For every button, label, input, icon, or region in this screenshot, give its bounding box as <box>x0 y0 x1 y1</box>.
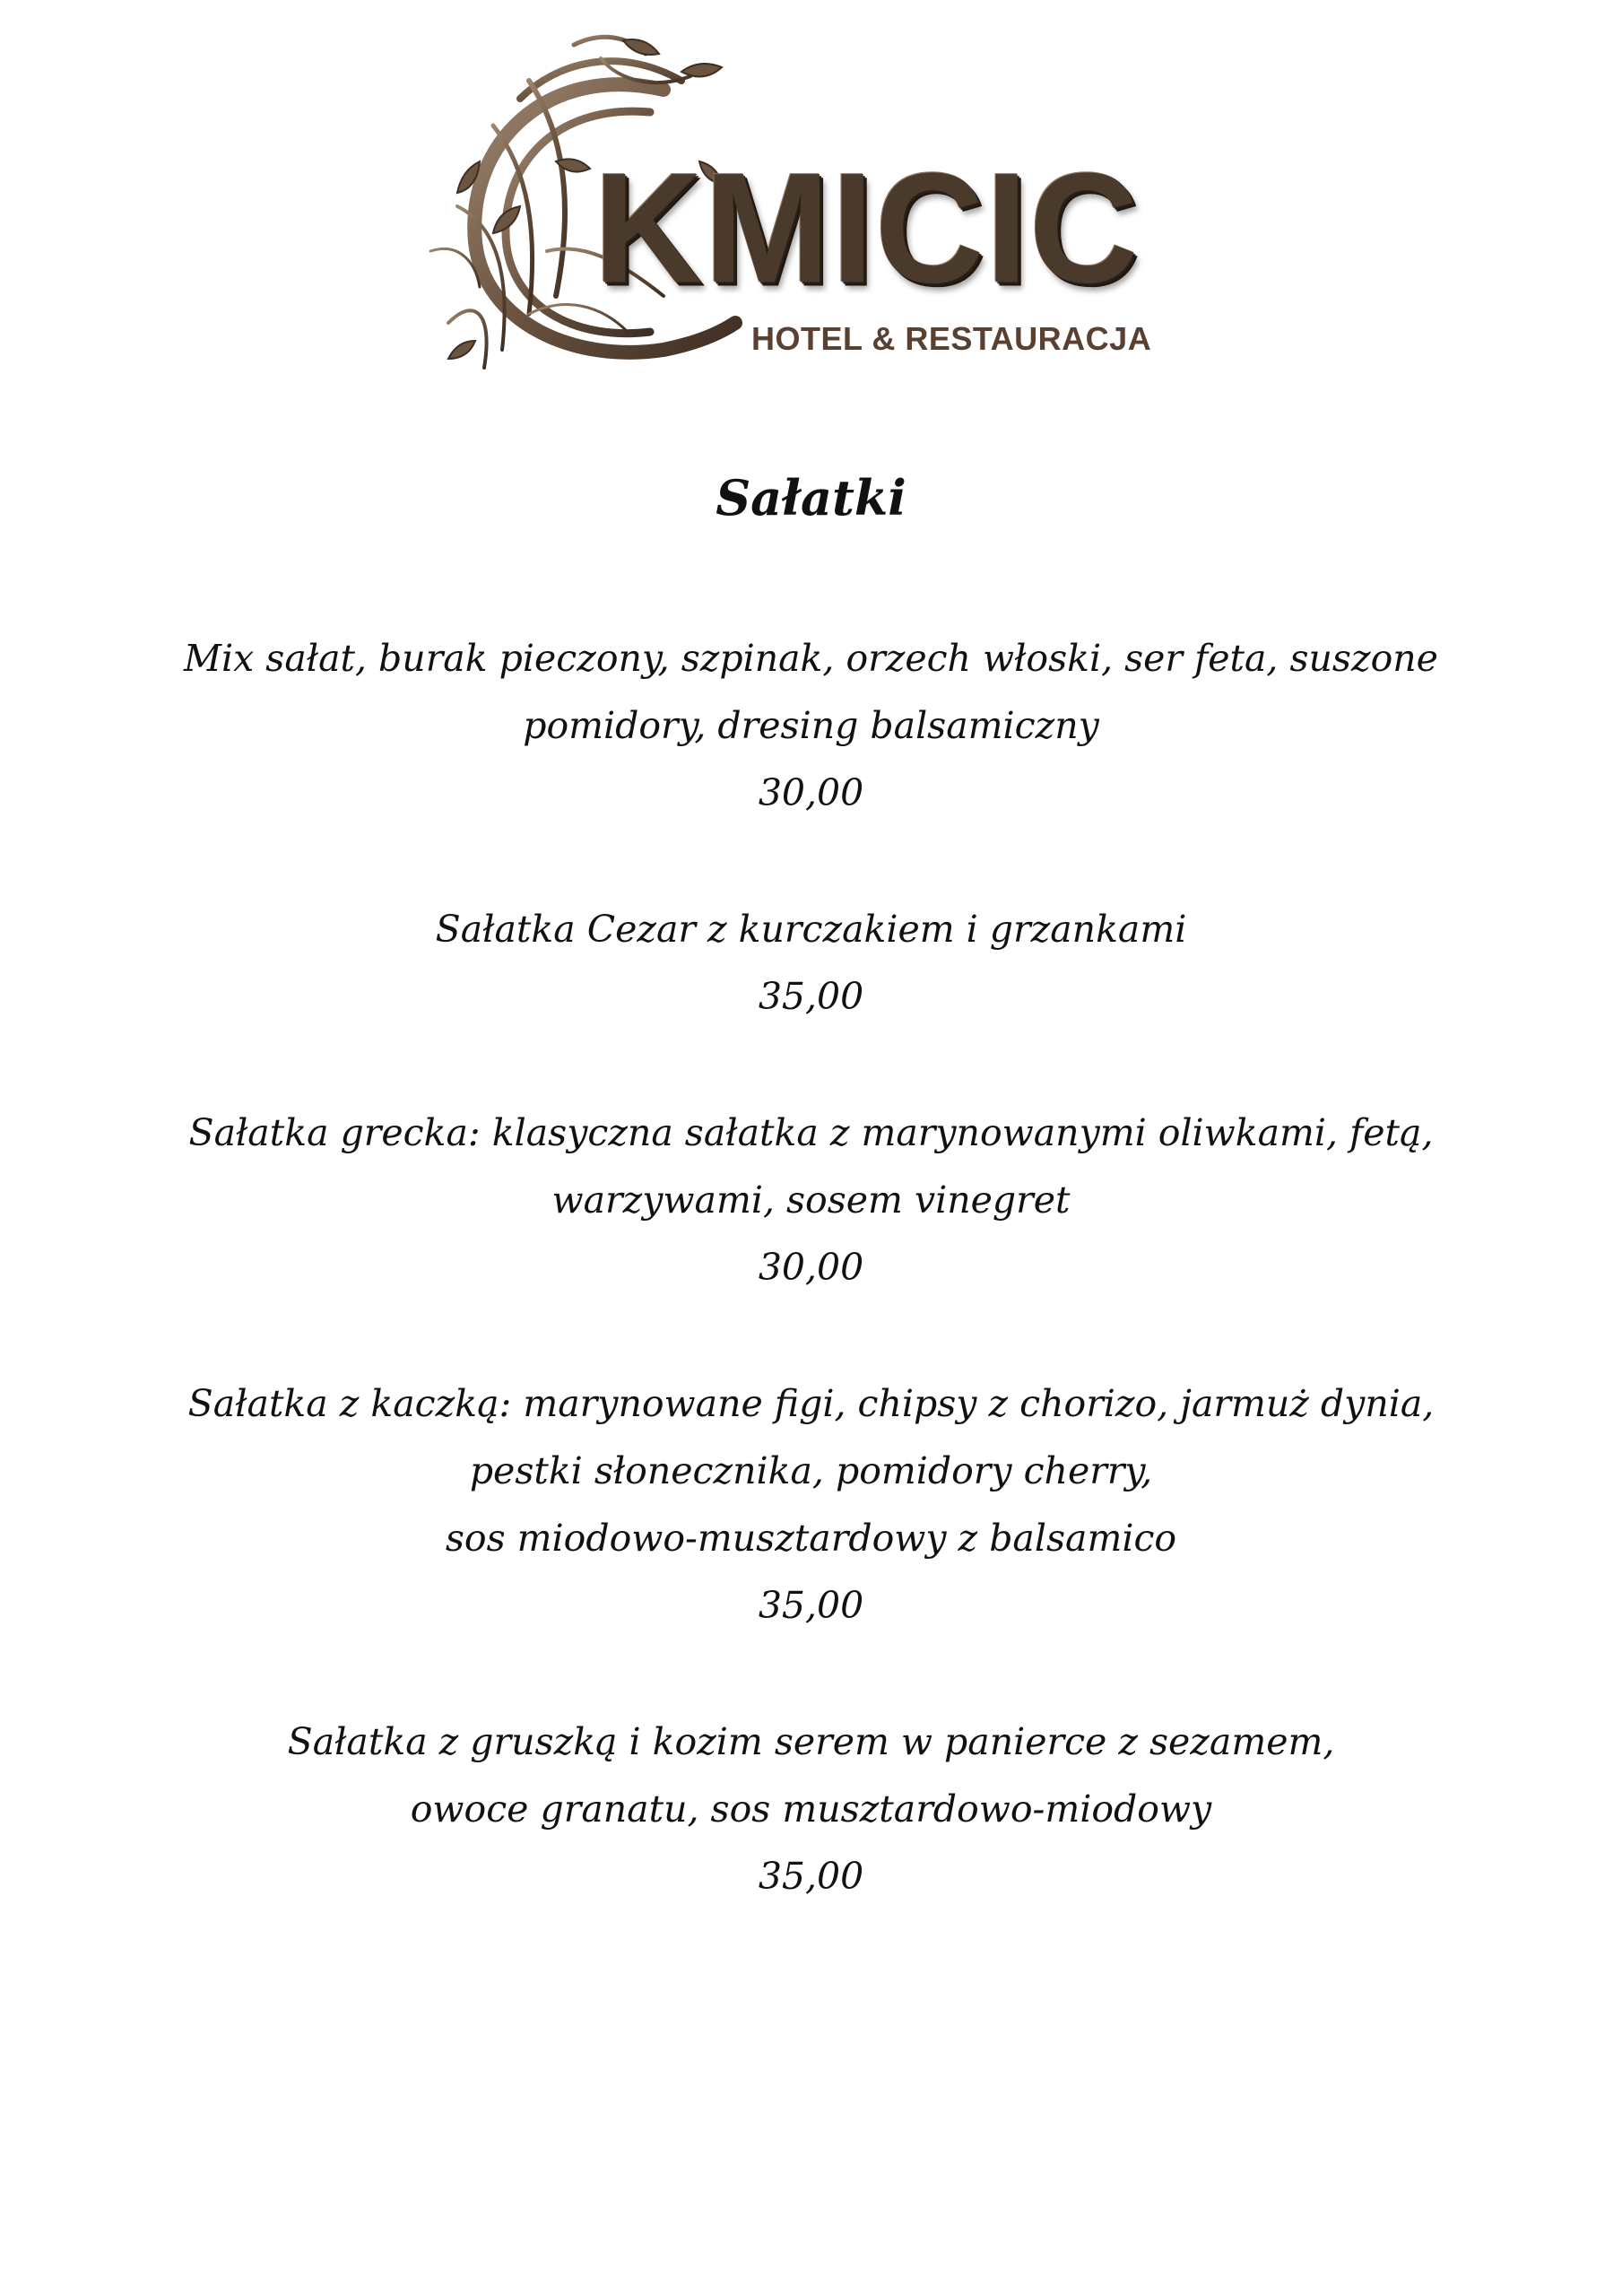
hotel-logo <box>395 27 1166 386</box>
item-price: 35,00 <box>758 1584 864 1627</box>
logo-subtitle: HOTEL & RESTAURACJA <box>751 320 1152 357</box>
item-price: 35,00 <box>758 975 864 1018</box>
menu-items <box>0 625 1622 1910</box>
item-price: 35,00 <box>758 1855 864 1898</box>
menu-item <box>0 625 1622 827</box>
item-description: Mix sałat, burak pieczony, szpinak, orzech włoski, ser feta, suszone <box>184 637 1438 680</box>
item-description: Sałatka z kaczką: marynowane figi, chipsy z chorizo, jarmuż dynia, <box>187 1382 1435 1425</box>
item-description: sos miodowo-musztardowy z balsamico <box>445 1517 1177 1560</box>
menu-item <box>0 1100 1622 1301</box>
item-description: pomidory, dresing balsamiczny <box>523 704 1099 747</box>
item-description: Sałatka Cezar z kurczakiem i grzankami <box>435 908 1187 951</box>
item-description: owoce granatu, sos musztardowo-miodowy <box>410 1787 1212 1831</box>
item-price: 30,00 <box>758 1246 864 1289</box>
logo-wordmark: KMICIC <box>594 140 1141 316</box>
item-description: warzywami, sosem vinegret <box>551 1178 1071 1222</box>
menu-content <box>0 462 1622 1979</box>
menu-item <box>0 896 1622 1031</box>
item-description: Sałatka z gruszką i kozim serem w panierce z sezamem, <box>287 1720 1335 1763</box>
menu-item <box>0 1709 1622 1910</box>
menu-item <box>0 1370 1622 1639</box>
item-price: 30,00 <box>758 771 864 814</box>
section-title: Sałatki <box>716 469 906 526</box>
item-description: Sałatka grecka: klasyczna sałatka z marynowanymi oliwkami, fetą, <box>188 1111 1434 1154</box>
item-description: pestki słonecznika, pomidory cherry, <box>469 1449 1153 1492</box>
